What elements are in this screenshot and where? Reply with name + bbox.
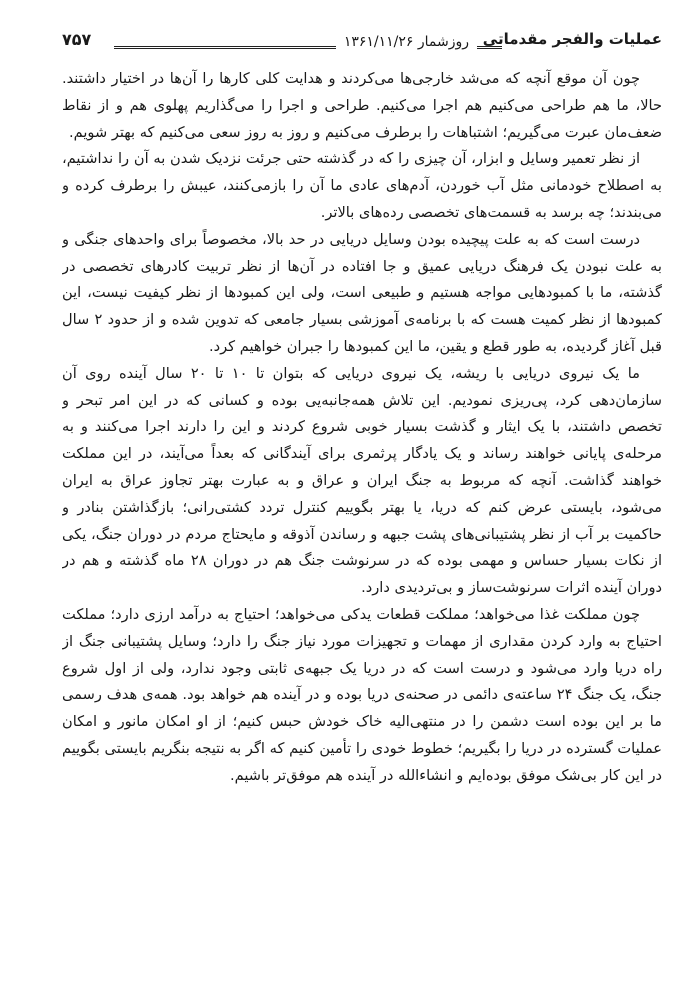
paragraph-3: درست است که به علت پیچیده بودن وسایل دریایی در حد بالا، مخصوصاً برای واحدهای جنگی و به علت نبودن یک فرهنگ دریایی عمیق و جا افتاده در آن‌ها از نظر تربیت کادرهای تخصصی در گذشته، ما با کمبودهایی مواجه هستیم و طبیعی است، ولی این کمبودها از نظر کیفیت نیست، این کمبودها از نظر کمیت هست که با برنامه‌ی آموزشی بسیار جامعی که تدوین شده و از حدود ۲ سال قبل آغاز گردیده، به طور قطع و یقین، ما این کمبودها را جبران خواهیم کرد.	[62, 230, 662, 355]
paragraph-2: از نظر تعمیر وسایل و ابزار، آن چیزی را که در گذشته حتی جرئت نزدیک شدن به آن را نداشتیم، به اصطلاح خودمانی مثل آب خوردن، آدم‌های عادی ما آن را بازمی‌کنند، عیبش را برطرف کرده و می‌بندند؛ چه برسد به قسمت‌های تخصصی رده‌های بالاتر.	[62, 150, 662, 221]
paragraph-1: چون آن موقع آنچه که می‌شد خارجی‌ها می‌کردند و هدایت کلی کارها را آن‌ها در اختیار داشتند. حالا، ما هم طراحی می‌کنیم هم اجرا می‌کنیم. طراحی و اجرا را می‌گذاریم پهلوی هم و از نقاط ضعف‌مان عبرت می‌گیریم؛ اشتباهات را برطرف می‌کنیم و روز به روز سعی می‌کنیم که بهتر شویم.	[62, 70, 662, 141]
page-number: ۷۵۷	[62, 30, 92, 49]
header-date: روزشمار ۱۳۶۱/۱۱/۲۶	[336, 34, 477, 50]
paragraph-5: چون مملکت غذا می‌خواهد؛ مملکت قطعات یدکی می‌خواهد؛ احتیاج به درآمد ارزی دارد؛ مملکت احتیاج به وارد کردن مقداری از مهمات و تجهیزات مورد نیاز جنگ را دارد؛ وسایل پشتیبانی جنگ از راه دریا وارد می‌شود و درست است که در دریا یک جبهه‌ی ثابتی وجود ندارد، ولی از اول شروع جنگ، یک جنگ ۲۴ ساعته‌ی دائمی در صحنه‌ی دریا بوده و در آینده هم خواهد بود. همه‌ی هدف رسمی ما بر این بوده است دشمن را در منتهی‌الیه خاک خودش حبس کنیم؛ از او امکان مانور و امکان عملیات گسترده در دریا را بگیریم؛ خطوط خودی را تأمین کنیم که اگر به نتیجه بنگریم بایستی بگوییم در این کار بی‌شک موفق بوده‌ایم و انشاءالله در آینده هم موفق‌تر باشیم.	[62, 605, 662, 784]
body-text	[62, 66, 662, 966]
paragraph-4: ما یک نیروی دریایی با ریشه، یک نیروی دریایی که بتوان تا ۱۰ تا ۲۰ سال آینده روی آن سازمان‌دهی کرد، پی‌ریزی نمودیم. این تلاش همه‌جانبه‌یی بوده و کسانی که در این امر تبحر و تخصص داشتند، با یک ایثار و گذشت بسیار خوبی شروع کردند و این را دارند اجرا می‌کنند و به مرحله‌ی پایانی خواهند رساند و یک یادگار پرثمری برای آیندگانی که بعداً می‌آیند، در این مملکت خواهند گذاشت. آنچه که مربوط به جنگ ایران و عراق و به عبارت بهتر تجاوز عراق به ایران می‌شود، بایستی عرض کنم که دریا، یا بهتر بگوییم کنترل تردد کشتی‌رانی؛ بازگذاشتن بنادر و حاکمیت بر آب از نظر پشتیبانی‌های پشت جبهه و رساندن آذوقه و مایحتاج مردم در دوران جنگ، یکی از نکات بسیار حساس و مهمی بوده که در سرنوشت جنگ هم در دوران ۲۸ ماه گذشته و هم در دوران آینده اثرات سرنوشت‌ساز و بی‌تردیدی دارد.	[62, 364, 662, 597]
page-header	[62, 30, 662, 56]
running-title: عملیات والفجر مقدماتی	[482, 30, 662, 48]
